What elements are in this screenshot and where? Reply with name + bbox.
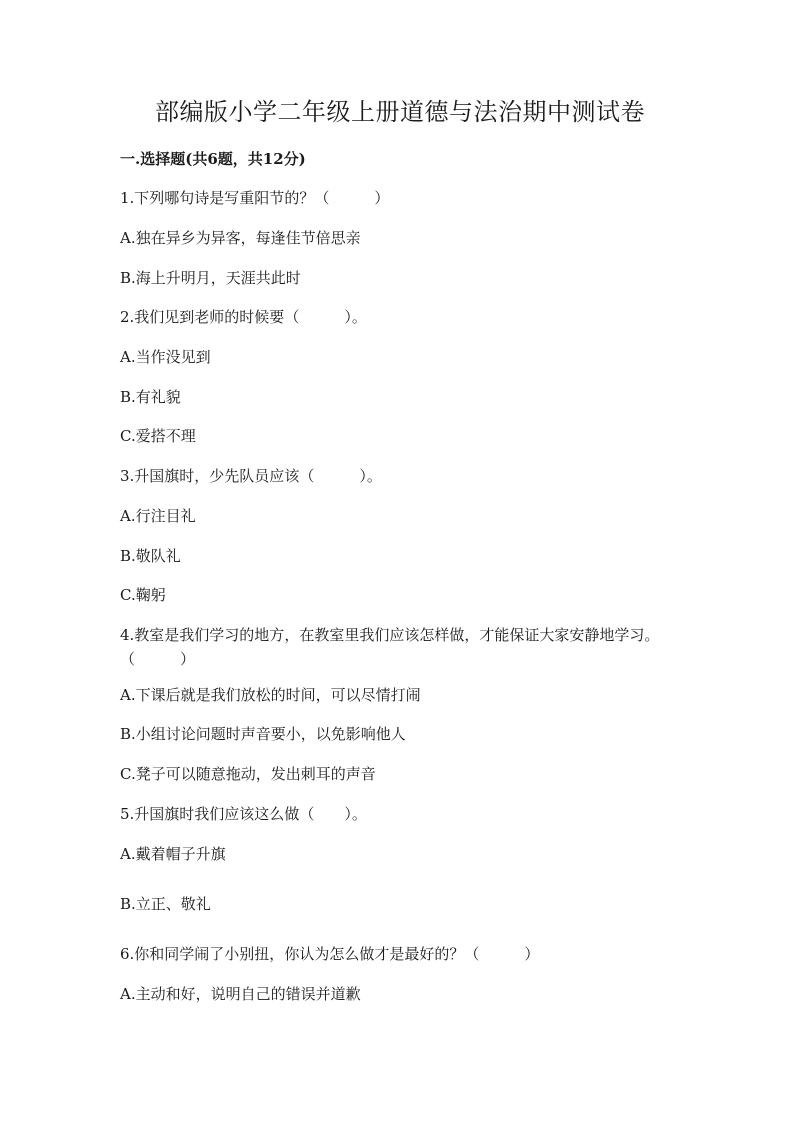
question-stem-5: 5.升国旗时我们应该这么做（ ）。 [120, 805, 367, 823]
option-6a: A.主动和好，说明自己的错误并道歉 [120, 985, 361, 1003]
option-5b: B.立正、敬礼 [120, 895, 211, 913]
page-title: 部编版小学二年级上册道德与法治期中测试卷 [155, 98, 645, 126]
question-stem-1: 1.下列哪句诗是写重阳节的？（ ） [120, 189, 390, 207]
option-3a: A.行注目礼 [120, 507, 196, 525]
question-stem-3: 3.升国旗时，少先队员应该（ ）。 [120, 467, 382, 485]
option-2b: B.有礼貌 [120, 388, 181, 406]
option-1a: A.独在异乡为异客，每逢佳节倍思亲 [120, 229, 361, 247]
option-2c: C.爱搭不理 [120, 427, 196, 445]
question-stem-4: 4.教室是我们学习的地方，在教室里我们应该怎样做，才能保证大家安静地学习。（ ） [120, 626, 660, 668]
question-stem-2: 2.我们见到老师的时候要（ ）。 [120, 308, 367, 326]
section-header: 一.选择题(共6题，共12分) [120, 150, 306, 168]
option-4c: C.凳子可以随意拖动，发出刺耳的声音 [120, 765, 376, 783]
option-4b: B.小组讨论问题时声音要小，以免影响他人 [120, 725, 406, 743]
option-4a: A.下课后就是我们放松的时间，可以尽情打闹 [120, 686, 421, 704]
question-stem-6: 6.你和同学闹了小别扭，你认为怎么做才是最好的？（ ） [120, 945, 540, 963]
option-3b: B.敬队礼 [120, 547, 181, 565]
option-1b: B.海上升明月，天涯共此时 [120, 269, 301, 287]
option-5a: A.戴着帽子升旗 [120, 845, 226, 863]
option-3c: C.鞠躬 [120, 586, 166, 604]
option-2a: A.当作没见到 [120, 348, 211, 366]
